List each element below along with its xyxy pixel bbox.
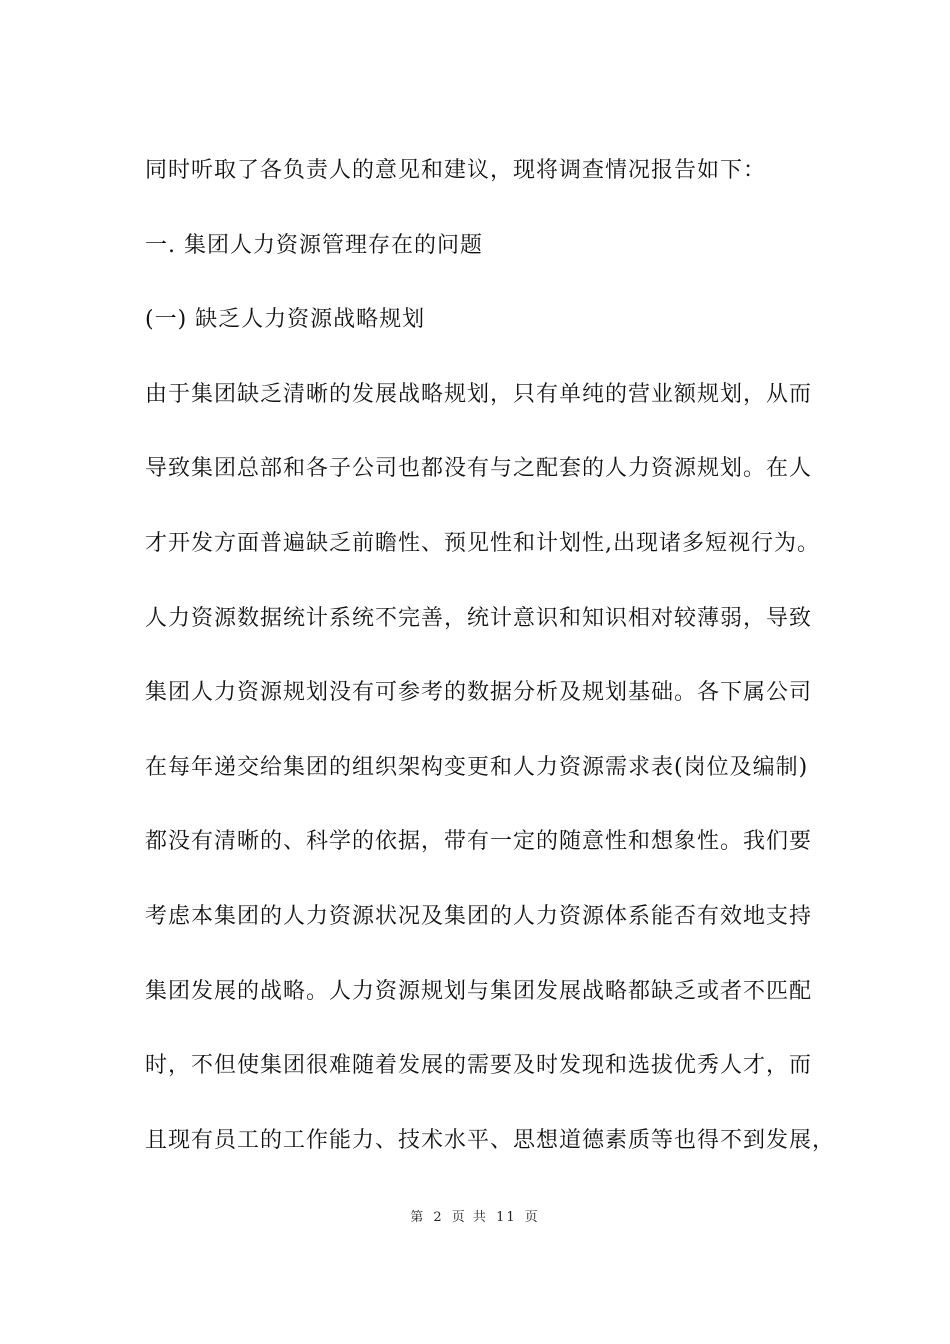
text-line-5: 导致集团总部和各子公司也都没有与之配套的人力资源规划。在人 [145,456,813,482]
text-line-12: 集团发展的战略。人力资源规划与集团发展战略都缺乏或者不匹配 [145,978,813,1004]
body-text [145,134,836,1178]
current-page-number: 2 [433,1210,444,1225]
section-heading: 一. 集团人力资源管理存在的问题 [145,232,483,258]
subsection-heading: (一) 缺乏人力资源战略规划 [145,307,426,333]
text-line-1: 同时听取了各负责人的意见和建议，现将调查情况报告如下： [145,158,767,183]
text-line-14: 且现有员工的工作能力、技术水平、思想道德素质等也得不到发展， [145,1127,836,1153]
total-pages-number: 11 [496,1210,517,1225]
text-line-7: 人力资源数据统计系统不完善，统计意识和知识相对较薄弱，导致 [145,605,813,631]
text-line-6: 才开发方面普遍缺乏前瞻性、预见性和计划性,出现诸多短视行为。 [145,530,820,556]
text-line-11: 考虑本集团的人力资源状况及集团的人力资源体系能否有效地支持 [145,903,813,929]
footer-prefix: 第 [410,1210,426,1225]
footer-suffix: 页 [524,1210,540,1225]
footer-middle: 页 共 [451,1210,488,1225]
text-line-8: 集团人力资源规划没有可参考的数据分析及规划基础。各下属公司 [145,680,813,706]
text-line-13: 时，不但使集团很难随着发展的需要及时发现和选拔优秀人才，而 [145,1053,813,1079]
page-footer [0,1206,950,1225]
text-line-10: 都没有清晰的、科学的依据，带有一定的随意性和想象性。我们要 [145,829,813,855]
text-line-9: 在每年递交给集团的组织架构变更和人力资源需求表(岗位及编制) [145,754,809,780]
text-line-4: 由于集团缺乏清晰的发展战略规划，只有单纯的营业额规划，从而 [145,381,813,407]
